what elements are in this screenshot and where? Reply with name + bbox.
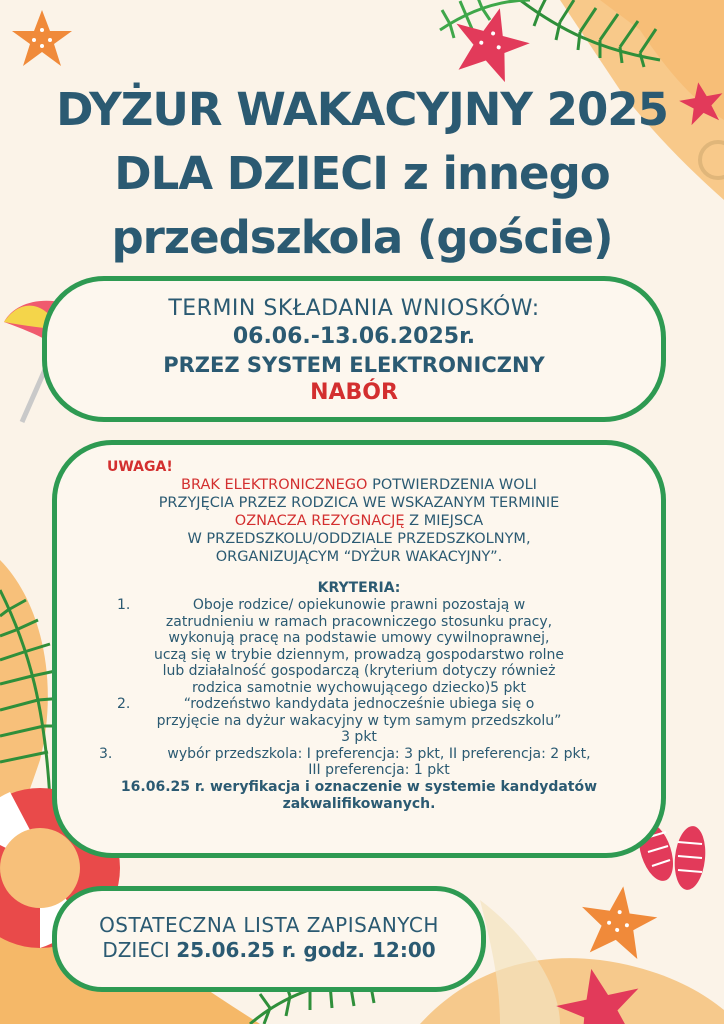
criteria-line: III preferencja: 1 pkt	[308, 762, 450, 778]
notice-red-text: OZNACZA REZYGNACJĘ	[234, 513, 405, 529]
criteria-line: wybór przedszkola: I preferencja: 3 pkt, II preferencja: 2 pkt,	[167, 745, 591, 762]
final-list-date	[57, 938, 481, 963]
deadline-dates: 06.06.-13.06.2025r.	[232, 324, 476, 349]
notice-red-text: BRAK ELEKTRONICZNEGO	[181, 477, 368, 493]
verification-note	[77, 779, 641, 813]
verification-line: zakwalifikowanych.	[282, 795, 436, 812]
starfish-icon	[576, 881, 661, 961]
notice-text-line: PRZYJĘCIA PRZEZ RODZICA WE WSKAZANYM TERMINIE	[158, 495, 560, 511]
deadline-method: PRZEZ SYSTEM ELEKTRONICZNY	[163, 353, 545, 377]
final-list-label: OSTATECZNA LISTA ZAPISANYCH	[99, 913, 439, 937]
criteria-item	[77, 597, 641, 696]
deadline-keyword: NABÓR	[310, 380, 398, 405]
notice-heading: UWAGA!	[107, 459, 173, 475]
criteria-line: “rodzeństwo kandydata jednocześnie ubiega się o	[183, 696, 535, 712]
notice-text-line: ORGANIZUJĄCYM “DYŻUR WAKACYJNY”.	[215, 549, 503, 565]
criteria-line: zatrudnieniu w ramach pracowniczego stosunku pracy,	[165, 613, 553, 630]
criteria-line: uczą się w trybie dziennym, prowadzą gospodarstwo rolne	[153, 646, 565, 663]
criteria-line: rodzica samotnie wychowującego dziecko)5 pkt	[191, 679, 527, 696]
notice-text	[77, 476, 641, 566]
criteria-line: lub działalność gospodarczą (kryterium dotyczy również	[162, 663, 556, 679]
notice-text-part: POTWIERDZENIA WOLI	[367, 477, 537, 493]
notice-text-line: W PRZEDSZKOLU/ODDZIALE PRZEDSZKOLNYM,	[187, 531, 531, 547]
title-line: DYŻUR WAKACYJNY 2025	[56, 83, 668, 136]
criteria-line: przyjęcie na dyżur wakacyjny w tym samym przedszkolu”	[156, 712, 562, 729]
starfish-icon	[445, 0, 537, 86]
deadline-box	[42, 276, 666, 422]
verification-line: 16.06.25 r. weryfikacja i oznaczenie w systemie kandydatów	[120, 778, 598, 795]
criteria-line: 3 pkt	[341, 729, 377, 745]
deadline-label: TERMIN SKŁADANIA WNIOSKÓW:	[168, 296, 540, 321]
criteria-item	[77, 746, 641, 779]
final-list-box	[52, 886, 486, 992]
final-list-prefix: DZIECI	[102, 938, 177, 962]
criteria-line: Oboje rodzice/ opiekunowie prawni pozostają w	[192, 597, 526, 613]
title-line: przedszkola (goście)	[111, 211, 613, 264]
criteria-item	[77, 696, 641, 746]
criteria-heading: KRYTERIA:	[317, 580, 401, 596]
criteria-number: 1.	[117, 597, 131, 613]
title-line: DLA DZIECI z innego	[114, 147, 610, 200]
notice-text-part: Z MIEJSCA	[404, 513, 484, 529]
criteria-number: 2.	[117, 696, 131, 712]
starfish-icon	[12, 10, 72, 66]
page-title	[0, 78, 724, 270]
criteria-number: 3.	[99, 745, 113, 762]
notice-box	[52, 440, 666, 858]
criteria-line: wykonują pracę na podstawie umowy cywilnoprawnej,	[168, 630, 550, 646]
final-list-datetime: 25.06.25 r. godz. 12:00	[176, 938, 436, 962]
